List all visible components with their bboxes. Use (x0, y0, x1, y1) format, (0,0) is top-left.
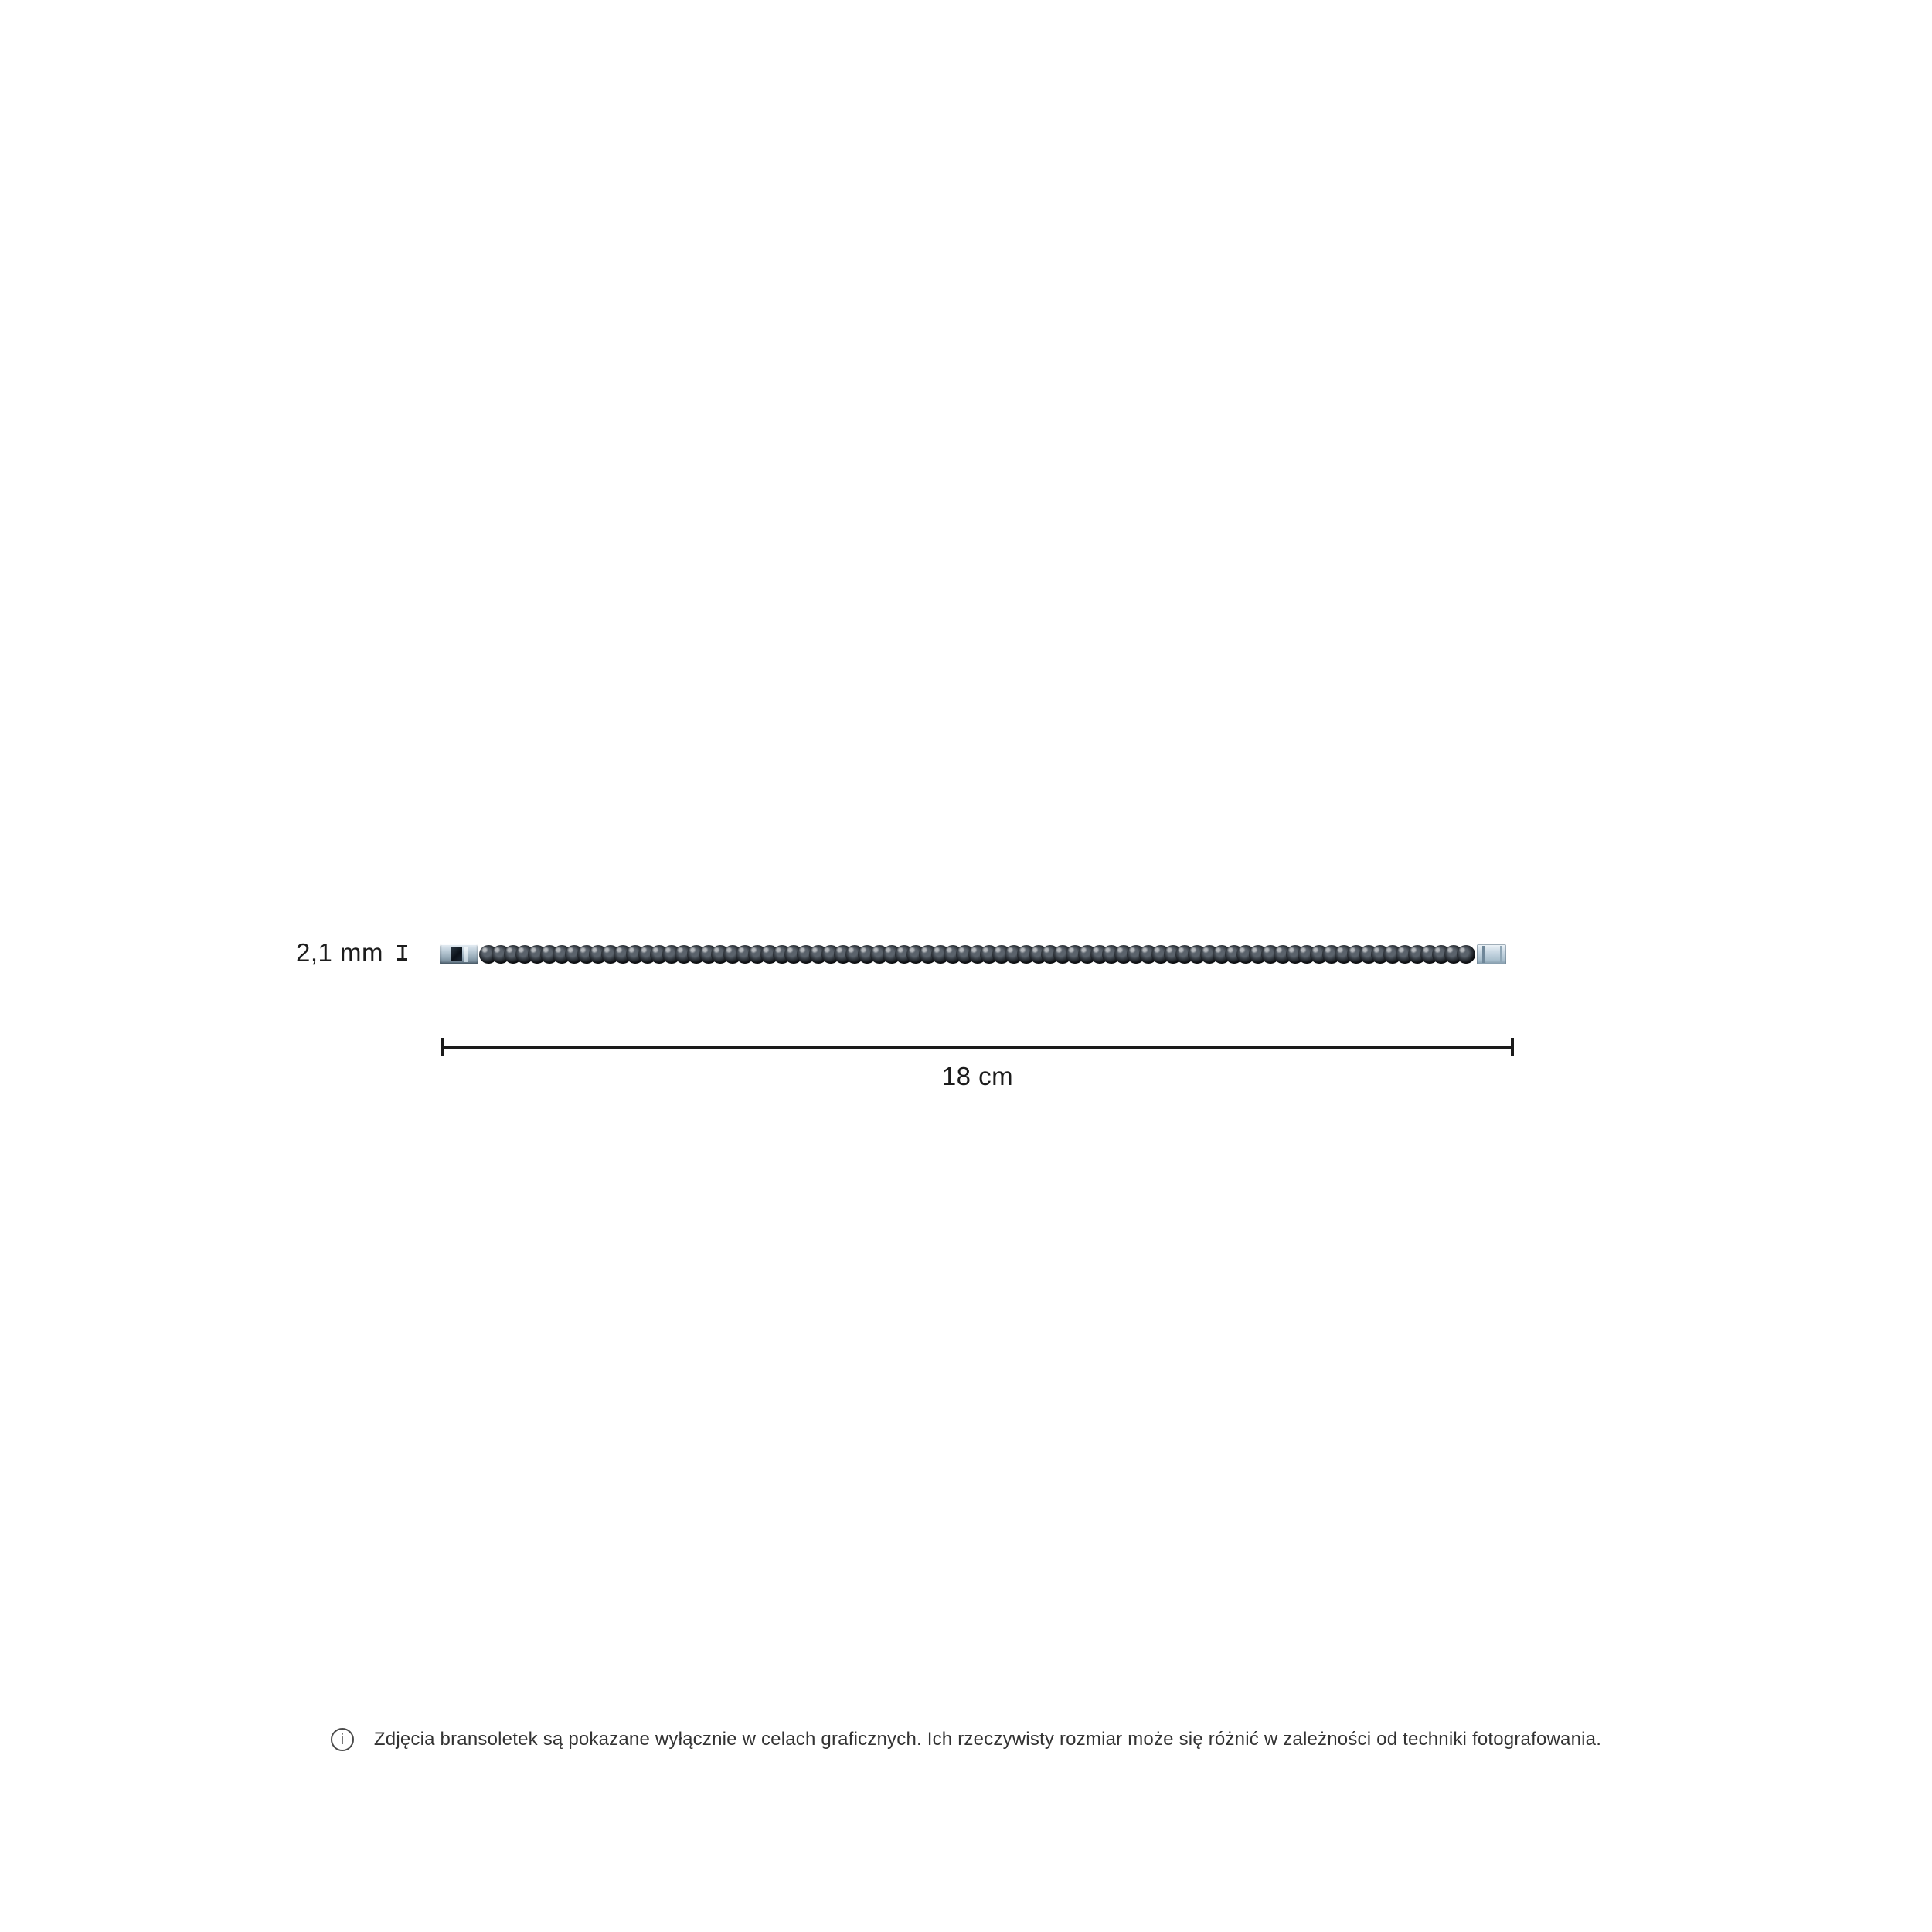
bracelet-chain (479, 944, 1475, 964)
bracelet-clasp-right (1477, 944, 1506, 964)
width-label-row (296, 936, 407, 970)
width-label: 2,1 mm (296, 938, 384, 967)
bracelet-image (440, 944, 1511, 964)
height-measure-icon (397, 945, 407, 961)
info-icon: i (331, 1728, 354, 1751)
clasp-ridge (1482, 946, 1485, 963)
clasp-ridge (1500, 946, 1502, 963)
chain-link (1457, 945, 1475, 964)
disclaimer-text: Zdjęcia bransoletek są pokazane wyłącznie w celach graficznych. Ich rzeczywisty rozmiar może się różnić w zależności od techniki fotografowania. (373, 1729, 1602, 1750)
length-measure-line (443, 1046, 1512, 1049)
clasp-stripe (464, 947, 468, 962)
clasp-window (451, 947, 462, 961)
length-label: 18 cm (941, 1062, 1014, 1090)
bracelet-clasp-left (440, 944, 478, 964)
disclaimer-note (0, 1727, 1932, 1752)
